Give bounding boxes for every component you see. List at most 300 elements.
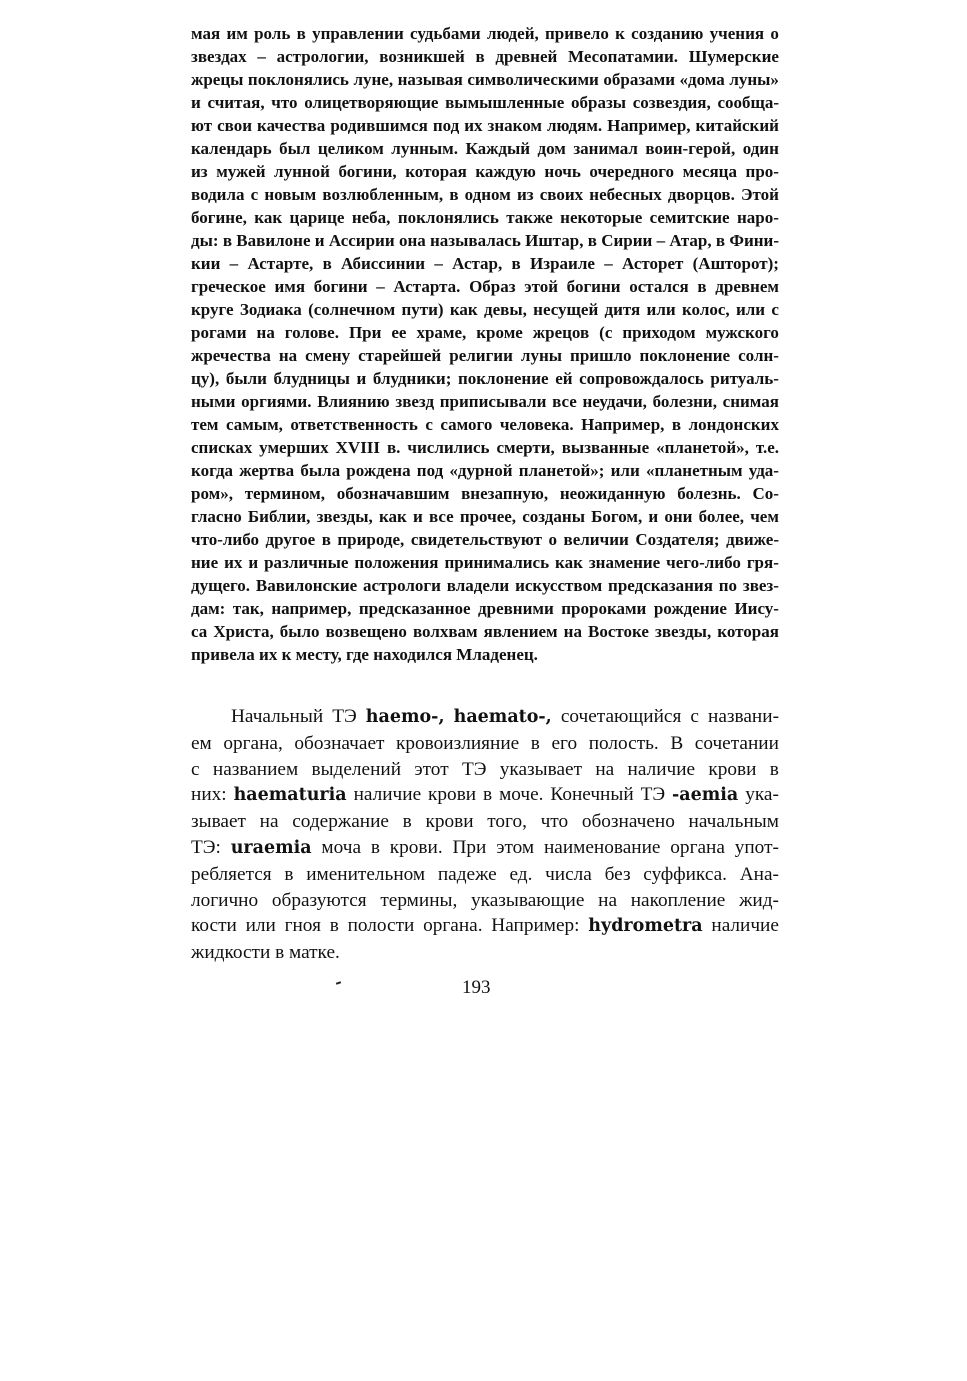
word xyxy=(519,459,605,482)
word xyxy=(191,22,220,45)
text-run: его xyxy=(551,732,578,754)
text-run: в xyxy=(587,231,597,250)
word xyxy=(525,229,583,252)
text-run: Библии, xyxy=(247,507,311,526)
word xyxy=(396,731,519,757)
text-run: ответственность xyxy=(290,415,418,434)
word xyxy=(560,482,666,505)
word xyxy=(746,160,779,183)
word xyxy=(739,888,779,914)
word xyxy=(405,160,467,183)
text-run: неожиданную xyxy=(559,484,666,503)
text-run: когда xyxy=(191,461,234,480)
text-run: в xyxy=(322,254,332,273)
text-run: «планетой», xyxy=(656,438,749,457)
text-run: числа xyxy=(545,863,592,885)
text-run: Востоке xyxy=(588,622,649,641)
text-run: рождена xyxy=(346,461,411,480)
word xyxy=(657,229,666,252)
text-run: что-либо xyxy=(191,530,259,549)
text-run: или xyxy=(610,461,640,480)
word xyxy=(398,206,499,229)
word xyxy=(717,620,779,643)
word xyxy=(425,413,433,436)
word xyxy=(264,551,348,574)
text-run: в xyxy=(329,915,339,937)
word xyxy=(601,229,652,252)
text-run: сочетающийся xyxy=(560,706,682,727)
word xyxy=(656,436,749,459)
text-run: неба, xyxy=(351,208,391,227)
word xyxy=(317,390,389,413)
word xyxy=(208,91,265,114)
word xyxy=(425,809,473,835)
word xyxy=(191,206,247,229)
text-run: созвездия, xyxy=(632,93,711,112)
text-run: в xyxy=(284,863,294,885)
word xyxy=(223,731,282,757)
print-speck xyxy=(336,981,341,985)
word xyxy=(277,45,369,68)
word xyxy=(248,505,311,528)
word xyxy=(248,68,349,91)
text-run: их xyxy=(224,553,243,572)
text-run: что xyxy=(271,93,298,112)
word xyxy=(191,551,218,574)
text-run: Например: xyxy=(491,915,580,937)
text-run: т.е. xyxy=(755,438,779,457)
word xyxy=(359,597,471,620)
text-run: религии xyxy=(449,346,513,365)
word xyxy=(349,321,381,344)
word xyxy=(191,436,252,459)
word xyxy=(608,574,713,597)
text-run: так, xyxy=(232,599,264,618)
text-run: лунной xyxy=(274,162,330,181)
text-run: пришло xyxy=(570,346,632,365)
word xyxy=(750,505,779,528)
word xyxy=(231,835,312,862)
text-run: одном xyxy=(464,185,511,204)
text-run: без xyxy=(604,863,631,885)
text-run: накопление xyxy=(630,889,726,911)
word xyxy=(496,436,554,459)
word xyxy=(568,45,678,68)
word xyxy=(191,862,272,888)
text-run: в xyxy=(769,758,779,780)
word xyxy=(191,321,247,344)
word xyxy=(478,597,554,620)
text-run: дущего. xyxy=(191,576,251,595)
text-line xyxy=(191,137,779,160)
word xyxy=(588,229,597,252)
text-run: сопровождалось xyxy=(579,369,704,388)
word xyxy=(540,183,583,206)
text-run: знамение xyxy=(588,553,661,572)
word xyxy=(391,137,458,160)
word xyxy=(234,782,347,809)
text-run: ние xyxy=(191,553,219,572)
word xyxy=(562,436,649,459)
word xyxy=(693,252,779,275)
word xyxy=(729,68,779,91)
word xyxy=(645,137,735,160)
word xyxy=(579,367,704,390)
word xyxy=(300,459,340,482)
text-run: крови xyxy=(425,811,474,833)
text-run: Зодиака xyxy=(239,300,302,319)
text-line xyxy=(191,45,779,68)
word xyxy=(213,757,298,783)
text-run: астрологии, xyxy=(276,47,369,66)
text-run: жрецы xyxy=(191,70,244,89)
text-run: образами xyxy=(603,70,676,89)
text-run: Иштар, xyxy=(525,231,584,250)
text-run: греческое xyxy=(191,277,266,296)
term-highlight: hydrometra xyxy=(588,916,703,937)
text-run: обозначает xyxy=(294,732,385,754)
word xyxy=(591,505,642,528)
text-run: возвещено xyxy=(325,622,407,641)
text-run: древнем xyxy=(715,277,779,296)
text-run: ем xyxy=(191,732,212,754)
text-run: в xyxy=(296,24,306,43)
text-run: крови xyxy=(428,784,477,806)
text-run: на xyxy=(563,622,582,641)
word xyxy=(414,757,448,783)
word xyxy=(428,782,476,809)
word xyxy=(483,782,492,809)
text-run: солн- xyxy=(738,346,779,365)
word xyxy=(348,913,415,940)
text-run: явлением xyxy=(483,622,558,641)
text-run: своих xyxy=(539,185,584,204)
word xyxy=(653,390,717,413)
word xyxy=(272,888,367,914)
text-run: водила xyxy=(191,185,245,204)
text-run: учения xyxy=(709,24,765,43)
word xyxy=(631,22,703,45)
text-run: ед. xyxy=(509,863,533,885)
word xyxy=(449,459,512,482)
text-run: Богом, xyxy=(591,507,643,526)
word xyxy=(729,229,779,252)
word xyxy=(643,862,727,888)
word xyxy=(506,206,553,229)
text-run: очередного xyxy=(589,162,675,181)
word xyxy=(664,505,692,528)
word xyxy=(449,344,513,367)
text-run: планетой»; xyxy=(518,461,605,480)
word xyxy=(710,367,779,390)
text-run: их xyxy=(464,116,483,135)
word xyxy=(570,344,631,367)
text-line xyxy=(191,160,779,183)
text-line xyxy=(191,344,779,367)
word xyxy=(647,298,676,321)
text-run: луны» xyxy=(729,70,779,89)
text-run: роль xyxy=(254,24,291,43)
word xyxy=(266,528,316,551)
text-run: другое xyxy=(265,530,316,549)
text-run: того, xyxy=(487,811,527,833)
word xyxy=(699,505,744,528)
text-run: поклонение xyxy=(639,346,731,365)
word xyxy=(465,183,511,206)
text-run: логично xyxy=(191,889,259,911)
word xyxy=(379,45,464,68)
word xyxy=(583,390,647,413)
text-line xyxy=(191,183,779,206)
text-run: Израиле xyxy=(530,254,595,273)
word xyxy=(695,731,779,757)
word xyxy=(440,390,547,413)
word xyxy=(191,390,235,413)
word xyxy=(547,114,602,137)
text-run: Атар, xyxy=(669,231,712,250)
text-run: были xyxy=(225,369,267,388)
word xyxy=(605,298,641,321)
word xyxy=(247,252,313,275)
word xyxy=(756,436,779,459)
text-run: принимались xyxy=(444,553,550,572)
word xyxy=(743,137,779,160)
text-run: в xyxy=(483,784,493,806)
text-line xyxy=(191,809,779,835)
word xyxy=(635,528,719,551)
text-run: в xyxy=(697,277,707,296)
text-run: в xyxy=(222,231,233,250)
text-run: была xyxy=(300,461,341,480)
word xyxy=(318,137,384,160)
word xyxy=(654,597,727,620)
text-line xyxy=(191,888,779,914)
text-run: календарь xyxy=(191,139,272,158)
word xyxy=(226,413,283,436)
word xyxy=(560,206,642,229)
word xyxy=(416,321,466,344)
text-run: в. xyxy=(387,438,401,457)
text-run: занимал xyxy=(573,139,638,158)
text-run: в xyxy=(511,254,521,273)
text-run: про- xyxy=(745,162,779,181)
text-run: Месопатамии. xyxy=(568,47,678,66)
text-run: богини xyxy=(313,277,368,296)
text-run: полость. xyxy=(588,732,659,754)
text-run: оргиями. xyxy=(241,392,312,411)
text-run: поклонялись xyxy=(397,208,499,227)
text-run: свидетельствуют xyxy=(410,530,543,549)
text-run: и xyxy=(248,553,259,572)
text-run: качества xyxy=(257,116,326,135)
word xyxy=(191,835,221,862)
text-run: на xyxy=(256,323,275,342)
word xyxy=(440,413,492,436)
word xyxy=(726,528,779,551)
word xyxy=(677,482,741,505)
word xyxy=(538,137,566,160)
word xyxy=(452,252,502,275)
text-run: под xyxy=(432,116,460,135)
text-run: астрологи xyxy=(363,576,441,595)
word xyxy=(484,620,558,643)
text-run: Вавилонские xyxy=(255,576,358,595)
text-run: созданы xyxy=(522,507,585,526)
text-run: колос, xyxy=(681,300,730,319)
text-run: жертва xyxy=(239,461,295,480)
text-run: Конечный xyxy=(550,784,634,806)
word xyxy=(430,229,521,252)
word xyxy=(655,620,711,643)
text-run: кии xyxy=(191,254,221,273)
text-run: на xyxy=(259,811,279,833)
text-run: человека. xyxy=(499,415,574,434)
word xyxy=(191,252,220,275)
text-run: дом xyxy=(537,139,566,158)
word xyxy=(285,913,321,940)
word xyxy=(332,704,357,731)
text-line xyxy=(191,704,779,731)
word xyxy=(770,22,779,45)
text-run: в xyxy=(321,530,331,549)
text-run: смену xyxy=(305,346,351,365)
term-paragraph xyxy=(191,704,779,966)
text-run: суффикса. xyxy=(643,863,727,885)
word xyxy=(317,505,373,528)
text-run: Создателя; xyxy=(635,530,720,549)
word xyxy=(488,114,542,137)
word xyxy=(736,298,765,321)
word xyxy=(274,367,350,390)
text-run: Начальный xyxy=(231,706,324,727)
text-run: они xyxy=(664,507,693,526)
text-run: остался xyxy=(629,277,689,296)
word xyxy=(305,344,350,367)
word xyxy=(521,344,562,367)
text-run: – xyxy=(376,277,385,296)
text-run: и xyxy=(314,231,325,250)
word xyxy=(191,757,200,783)
word xyxy=(458,367,549,390)
word xyxy=(588,913,702,940)
text-run: неудачи, xyxy=(582,392,647,411)
text-run: – xyxy=(229,254,239,273)
word xyxy=(512,252,521,275)
text-run: болезнь. xyxy=(677,484,741,503)
word xyxy=(346,459,410,482)
word xyxy=(271,597,351,620)
text-run: на xyxy=(598,889,618,911)
text-run: возлюбленным, xyxy=(322,185,444,204)
term-highlight: uraemia xyxy=(230,837,312,858)
word xyxy=(475,160,535,183)
text-run: указывающие xyxy=(471,889,585,911)
text-run: приписывали xyxy=(439,392,547,411)
word xyxy=(561,597,646,620)
word xyxy=(257,45,266,68)
text-run: ТЭ xyxy=(640,784,666,806)
word xyxy=(326,620,407,643)
text-run: судьбами xyxy=(410,24,481,43)
word xyxy=(771,298,779,321)
text-run: каждую xyxy=(475,162,536,181)
text-run: воин-герой, xyxy=(645,139,736,158)
text-run: девы, xyxy=(484,300,527,319)
word xyxy=(387,436,400,459)
word xyxy=(743,574,779,597)
text-run: гноя xyxy=(284,915,321,937)
text-run: целиком xyxy=(317,139,384,158)
text-run: выделений xyxy=(311,758,402,780)
text-line xyxy=(191,436,779,459)
word xyxy=(363,574,441,597)
text-run: людям. xyxy=(546,116,603,135)
text-run: содержание xyxy=(292,811,389,833)
text-run: и xyxy=(356,369,367,388)
text-run: наличие xyxy=(353,784,422,806)
text-run: органа, xyxy=(223,732,283,754)
word xyxy=(640,344,731,367)
text-run: термином, xyxy=(244,484,325,503)
text-run: ром», xyxy=(191,484,233,503)
text-run: зывает xyxy=(191,811,246,833)
text-run: и xyxy=(191,93,201,112)
text-line xyxy=(191,620,779,643)
text-run: наличие xyxy=(711,915,779,937)
text-run: родившимся xyxy=(330,116,428,135)
text-line xyxy=(191,229,779,252)
word xyxy=(395,390,434,413)
word xyxy=(735,835,779,862)
word xyxy=(434,252,443,275)
text-run: Образ xyxy=(469,277,516,296)
word xyxy=(669,229,711,252)
word xyxy=(445,91,564,114)
text-run: Ассирии xyxy=(328,231,395,250)
text-run: как xyxy=(449,300,478,319)
word xyxy=(356,367,366,390)
word xyxy=(398,68,463,91)
word xyxy=(423,913,482,940)
word xyxy=(407,436,489,459)
word xyxy=(380,888,457,914)
word xyxy=(467,68,598,91)
word xyxy=(595,757,614,783)
word xyxy=(322,528,331,551)
text-run: умерших xyxy=(259,438,329,457)
text-line xyxy=(191,862,779,888)
word xyxy=(376,275,385,298)
word xyxy=(191,160,208,183)
word xyxy=(487,809,527,835)
word xyxy=(689,45,779,68)
text-run: кости xyxy=(191,915,237,937)
text-run: этой xyxy=(524,277,559,296)
text-run: как xyxy=(555,553,583,572)
word xyxy=(216,160,265,183)
word xyxy=(391,321,406,344)
word xyxy=(354,551,438,574)
word xyxy=(304,91,438,114)
text-run: например, xyxy=(271,599,352,618)
word xyxy=(491,913,579,940)
word xyxy=(311,757,401,783)
word xyxy=(339,160,397,183)
text-run: ука- xyxy=(745,784,779,806)
text-run: приходом xyxy=(622,323,696,342)
text-run: луне, xyxy=(353,70,394,89)
word xyxy=(294,731,384,757)
